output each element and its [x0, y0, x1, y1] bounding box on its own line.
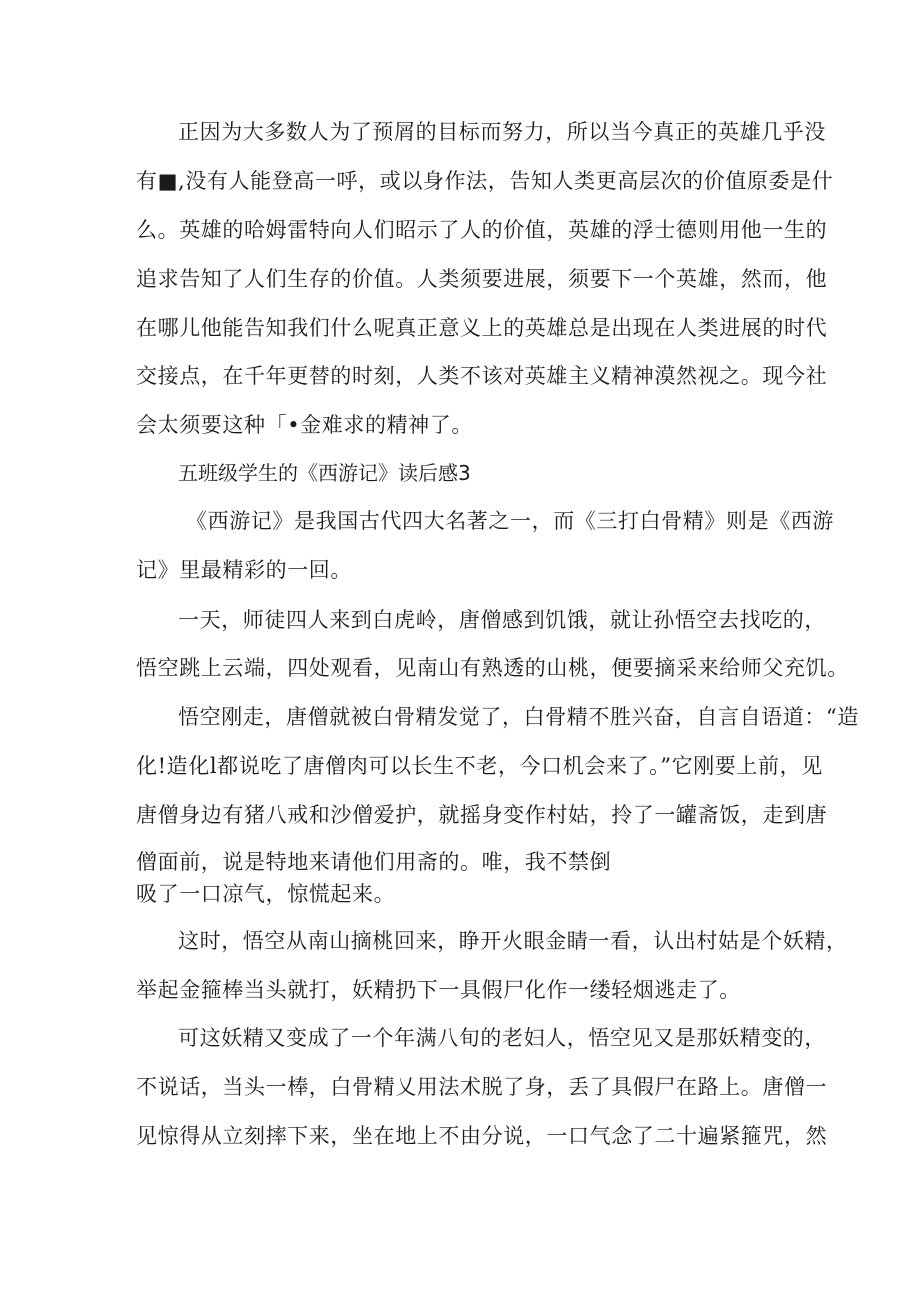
- paragraph-1-line-2: 有■,没有人能登高一呼，或以身作法，告知人类更高层次的价值原委是什: [136, 169, 834, 193]
- paragraph-1-line-7: 会太须要这种「•金难求的精神了。: [136, 413, 473, 437]
- section-heading: 五班级学生的《西游记》读后感3: [178, 461, 471, 485]
- paragraph-4-line-3: 唐僧身边有猪八戒和沙僧爱护，就摇身变作村姑，拎了一罐斋饭，走到唐: [136, 803, 828, 827]
- paragraph-1-line-5: 在哪儿他能告知我们什么呢真正意义上的英雄总是出现在人类进展的时代: [136, 316, 828, 340]
- paragraph-4-line-4: 僧面前，说是特地来请他们用斋的。唯，我不禁倒: [136, 850, 612, 874]
- paragraph-6-line-2: 不说话，当头一棒，白骨精乂用法术脱了身，丢了具假尸在路上。唐僧一: [136, 1075, 828, 1099]
- paragraph-6-line-3: 见惊得从立刻摔下来，坐在地上不由分说，一口气念了二十遍紧箍咒，然: [136, 1124, 828, 1148]
- paragraph-4-line-1: 悟空刚走，唐僧就被白骨精发觉了，白骨精不胜兴奋，自言自语道：“造: [178, 705, 859, 729]
- paragraph-1-line-3: 么。英雄的哈姆雷特向人们昭示了人的价值，英雄的浮士德则用他一生的: [136, 218, 828, 242]
- paragraph-1-line-6: 交接点，在千年更替的时刻，人类不该对英雄主义精神漠然视之。现今社: [136, 364, 828, 388]
- paragraph-4-line-2: 化!造化l都说吃了唐僧肉可以长生不老，今口机会来了。”它刚要上前，见: [136, 754, 823, 778]
- paragraph-1-line-1: 正因为大多数人为了预屑的目标而努力，所以当今真正的英雄几乎没: [178, 120, 826, 144]
- paragraph-1-line-4: 追求告知了人们生存的价值。人类须要进展，须要下一个英雄，然而，他: [136, 267, 828, 291]
- paragraph-5-line-1: 这时，悟空从南山摘桃回来，睁开火眼金睛一看，认出村姑是个妖精，: [178, 929, 848, 953]
- paragraph-5-line-2: 举起金箍棒当头就打，妖精扔下一具假尸化作一缕轻烟逃走了。: [136, 978, 741, 1002]
- paragraph-2-line-1: 《西游记》是我国古代四大名著之一，而《三打白骨精》则是《西游: [186, 509, 834, 533]
- paragraph-6-line-1: 可这妖精又变成了一个年满八旬的老妇人，悟空见又是那妖精变的，: [178, 1026, 826, 1050]
- paragraph-3-line-2: 悟空跳上云端，四处观看，见南山有熟透的山桃，便要摘采来给师父充饥。: [136, 656, 849, 680]
- paragraph-2-line-2: 记》里最精彩的一回。: [136, 558, 352, 582]
- paragraph-4-line-5: 吸了一口凉气，惊慌起来。: [136, 882, 396, 906]
- paragraph-3-line-1: 一天，师徒四人来到白虎岭，唐僧感到饥饿，就让孙悟空去找吃的，: [178, 608, 826, 632]
